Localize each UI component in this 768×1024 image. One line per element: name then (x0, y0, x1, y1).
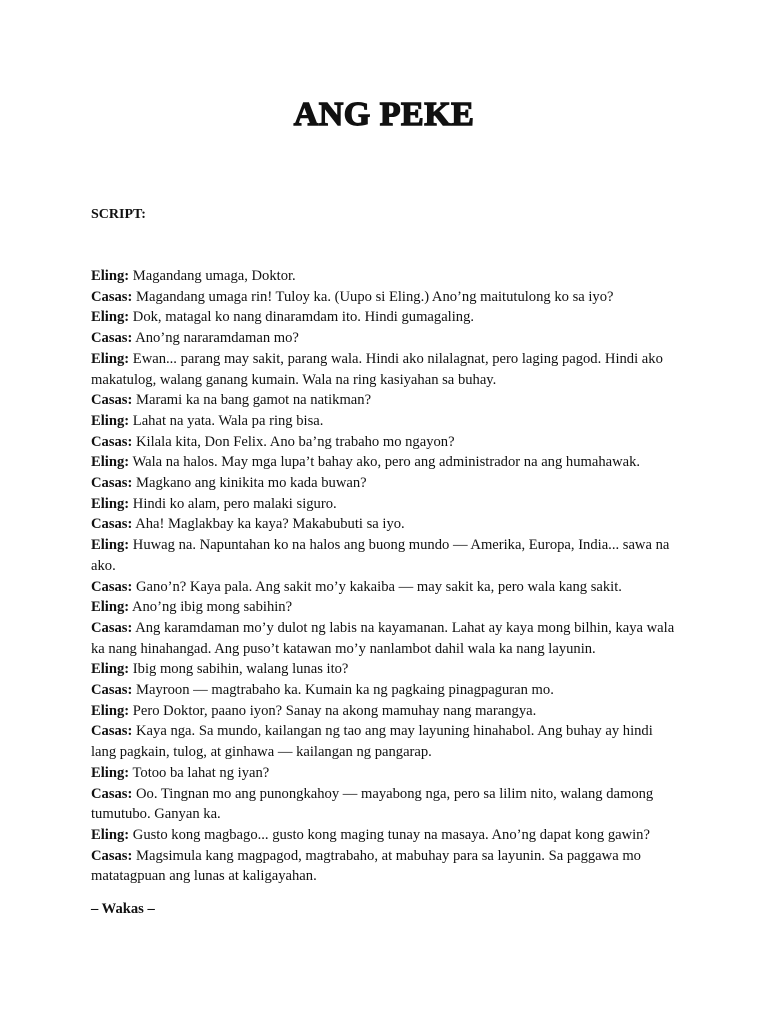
dialogue-line (91, 349, 681, 390)
dialogue-line (91, 287, 681, 308)
speaker-name: Casas: (91, 288, 133, 305)
speaker-name: Eling: (91, 826, 130, 843)
dialogue-text: Ano’ng nararamdaman mo? (135, 330, 299, 347)
dialogue-line (91, 701, 681, 722)
dialogue-line (91, 494, 681, 515)
dialogue-text: Wala na halos. May mga lupa’t bahay ako, pero ang administrador na ang humahawak. (132, 454, 641, 471)
dialogue-line (91, 390, 681, 411)
dialogue-line (91, 577, 681, 598)
speaker-name: Eling: (91, 537, 130, 554)
ending-text: – Wakas – (91, 901, 155, 917)
dialogue-text: Huwag na. Napuntahan ko na halos ang buong mundo — Amerika, Europa, India... sawa na ako. (91, 537, 670, 574)
dialogue-text: Totoo ba lahat ng iyan? (132, 764, 270, 781)
speaker-name: Casas: (91, 847, 133, 864)
speaker-name: Eling: (91, 412, 130, 429)
speaker-name: Casas: (91, 433, 133, 450)
speaker-name: Casas: (91, 619, 133, 636)
speaker-name: Casas: (91, 723, 133, 740)
dialogue-line (91, 473, 681, 494)
dialogue-line (91, 721, 681, 762)
dialogue-line (91, 432, 681, 453)
dialogue-text: Aha! Maglakbay ka kaya? Makabubuti sa iyo. (135, 516, 405, 533)
dialogue-line (91, 597, 681, 618)
speaker-name: Casas: (91, 578, 133, 595)
speaker-name: Eling: (91, 350, 130, 367)
dialogue-line (91, 618, 681, 659)
dialogue-line (91, 659, 681, 680)
dialogue-line (91, 763, 681, 784)
dialogue-line (91, 514, 681, 535)
dialogue-line (91, 680, 681, 701)
dialogue-text: Pero Doktor, paano iyon? Sanay na akong mamuhay nang marangya. (132, 702, 537, 719)
speaker-name: Casas: (91, 682, 133, 699)
dialogue-text: Kaya nga. Sa mundo, kailangan ng tao ang may layuning hinahabol. Ang buhay ay hindi lang pagkain, tulog, at ginhawa — kailangan ng pangarap. (91, 723, 653, 761)
dialogue-text: Hindi ko alam, pero malaki siguro. (132, 495, 337, 512)
speaker-name: Eling: (91, 702, 130, 719)
speaker-name: Eling: (91, 309, 130, 326)
document-title: ANG PEKE (293, 96, 475, 133)
dialogue-line (91, 266, 681, 287)
dialogue-text: Gusto kong magbago... gusto kong maging tunay na masaya. Ano’ng dapat kong gawin? (132, 826, 650, 843)
dialogue-text: Gano’n? Kaya pala. Ang sakit mo’y kakaiba — may sakit ka, pero wala kang sakit. (136, 578, 622, 595)
speaker-name: Casas: (91, 475, 133, 492)
dialogue-line (91, 307, 681, 328)
dialogue-text: Magandang umaga rin! Tuloy ka. (Uupo si Eling.) Ano’ng maitutulong ko sa iyo? (136, 288, 614, 305)
speaker-name: Eling: (91, 661, 130, 678)
speaker-name: Casas: (91, 516, 133, 533)
speaker-name: Eling: (91, 599, 130, 616)
dialogue-line (91, 535, 681, 576)
speaker-name: Eling: (91, 268, 130, 284)
dialogue-line (91, 784, 681, 825)
dialogue-text: Dok, matagal ko nang dinaramdam ito. Hindi gumagaling. (132, 309, 475, 326)
dialogue-text: Ibig mong sabihin, walang lunas ito? (132, 661, 349, 678)
dialogue-line (91, 411, 681, 432)
dialogue-text: Ang karamdaman mo’y dulot ng labis na kayamanan. Lahat ay kaya mong bilhin, kaya wala ka nang hinahangad. Ang puso’t katawan mo’y nanlambot dahil wala ka nang layunin. (91, 619, 675, 657)
speaker-name: Casas: (91, 785, 133, 802)
speaker-name: Eling: (91, 495, 130, 512)
dialogue-line (91, 846, 681, 887)
dialogue-text: Mayroon — magtrabaho ka. Kumain ka ng pagkaing pinagpaguran mo. (136, 682, 554, 699)
dialogue-text: Magkano ang kinikita mo kada buwan? (136, 475, 367, 492)
dialogue-text: Lahat na yata. Wala pa ring bisa. (132, 412, 324, 429)
speaker-name: Eling: (91, 764, 130, 781)
dialogue-text: Ewan... parang may sakit, parang wala. Hindi ako nilalagnat, pero laging pagod. Hindi ako makatulog, walang ganang kumain. Wala na ring kasiyahan sa buhay. (91, 350, 663, 388)
dialogue-text: Magsimula kang magpagod, magtrabaho, at mabuhay para sa layunin. Sa paggawa mo matatagpuan ang lunas at kaligayahan. (91, 847, 641, 885)
dialogue-line (91, 452, 681, 473)
dialogue-text: Ano’ng ibig mong sabihin? (131, 599, 293, 616)
dialogue-text: Oo. Tingnan mo ang punongkahoy — mayabong nga, pero sa lilim nito, walang damong tumutubo. Ganyan ka. (91, 785, 654, 823)
dialogue-text: Magandang umaga, Doktor. (132, 268, 296, 284)
speaker-name: Eling: (91, 454, 130, 471)
script-label: SCRIPT: (91, 207, 146, 222)
dialogue-text: Marami ka na bang gamot na natikman? (136, 392, 372, 409)
dialogue-block (91, 266, 681, 887)
dialogue-text: Kilala kita, Don Felix. Ano ba’ng trabaho mo ngayon? (136, 433, 455, 450)
dialogue-line (91, 825, 681, 846)
speaker-name: Casas: (91, 392, 133, 409)
speaker-name: Casas: (91, 330, 133, 347)
dialogue-line (91, 328, 681, 349)
